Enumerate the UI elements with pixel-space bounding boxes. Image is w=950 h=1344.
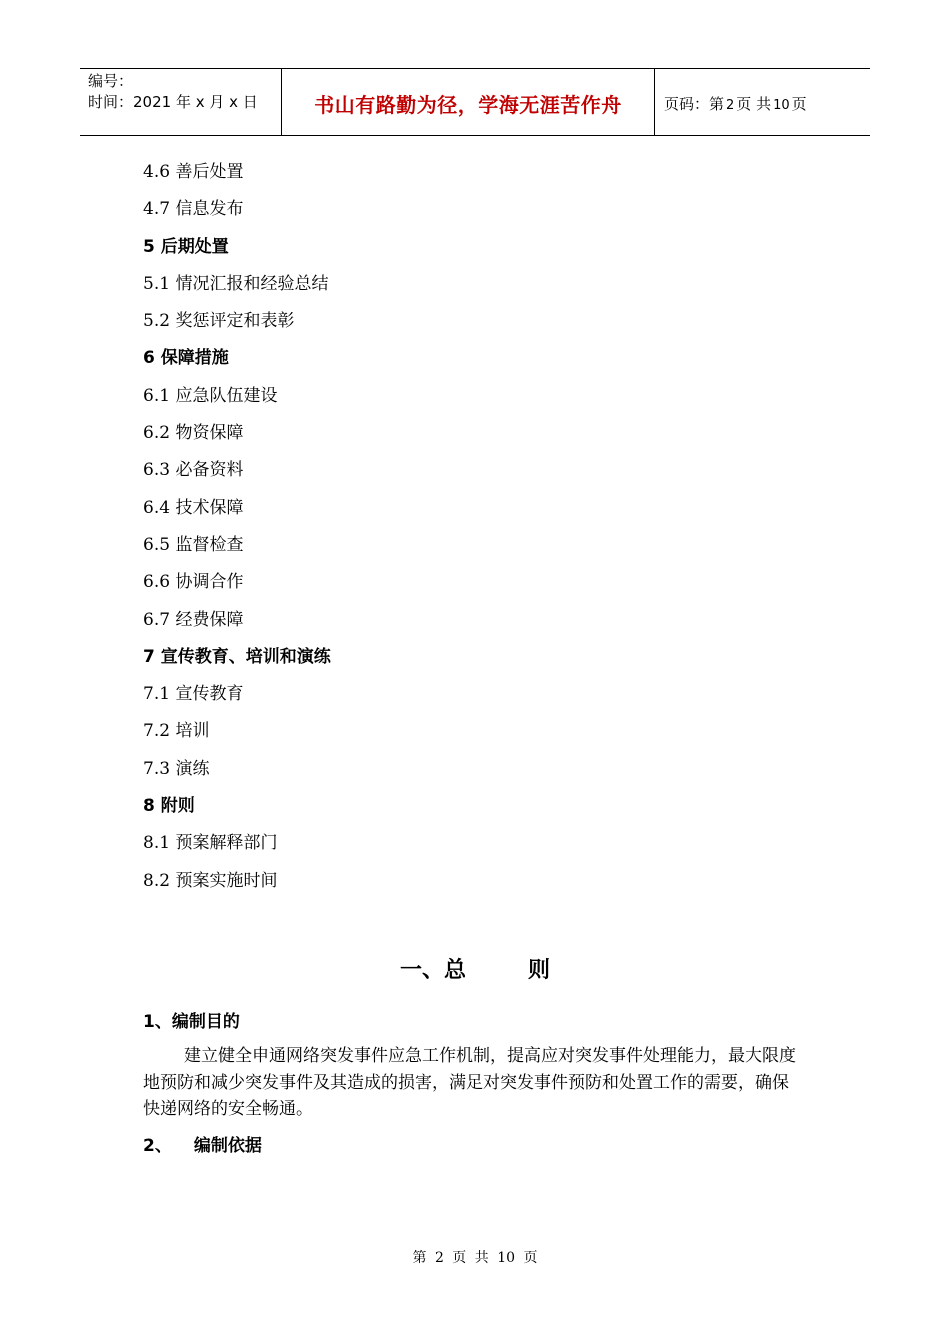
page-number: 2 — [726, 98, 735, 113]
toc-item: 7.1 宣传教育 — [143, 684, 244, 705]
toc-item: 6.2 物资保障 — [143, 423, 244, 444]
section-number: 2、 — [143, 1136, 172, 1156]
toc-chapter-item: 8 附则 — [143, 796, 195, 817]
toc-item: 8.1 预案解释部门 — [143, 833, 278, 854]
toc-chapter-item: 7 宣传教育、培训和演练 — [143, 646, 331, 667]
document-number-label: 编号： — [88, 72, 134, 90]
section-title: 编制依据 — [193, 1136, 262, 1156]
page-mid: 页 共 — [736, 95, 772, 113]
toc-item: 6.1 应急队伍建设 — [143, 385, 278, 406]
chapter-title-part2: 则 — [528, 958, 551, 983]
toc-chapter-item: 6 保障措施 — [143, 348, 229, 369]
toc-item: 7.3 演练 — [143, 758, 210, 779]
section-heading-basis — [143, 1131, 262, 1156]
page-prefix: 页码：第 — [664, 95, 725, 113]
page-suffix: 页 — [791, 95, 807, 113]
section-heading-purpose: 1、编制目的 — [143, 1012, 240, 1032]
toc-item: 6.7 经费保障 — [143, 609, 244, 630]
page-total: 10 — [773, 98, 790, 113]
toc-item: 6.4 技术保障 — [143, 497, 244, 518]
toc-item: 4.6 善后处置 — [143, 162, 244, 182]
section-paragraph-purpose: 建立健全申通网络突发事件应急工作机制，提高应对突发事件处理能力，最大限度地预防和减少突发事件及其造成的损害，满足对突发事件预防和处置工作的需要，确保快递网络的安全畅通。 — [143, 1046, 796, 1119]
header-top-rule — [80, 68, 870, 69]
toc-item: 7.2 培训 — [143, 721, 210, 742]
table-of-contents — [143, 158, 331, 904]
header-page-info — [664, 93, 807, 114]
header-motto: 书山有路勤为径，学海无涯苦作舟 — [314, 93, 622, 117]
chapter-title-part1: 一、总 — [399, 958, 466, 983]
toc-item: 6.5 监督检查 — [143, 534, 244, 555]
document-date: 时间：2021 年 x 月 x 日 — [88, 93, 258, 111]
toc-item: 4.7 信息发布 — [143, 199, 244, 220]
chapter-title — [0, 953, 950, 984]
page-footer: 第 2 页 共 10 页 — [412, 1250, 538, 1266]
toc-item: 8.2 预案实施时间 — [143, 870, 278, 891]
header-divider-right — [654, 68, 655, 135]
toc-item: 5.2 奖惩评定和表彰 — [143, 311, 295, 332]
toc-item: 6.3 必备资料 — [143, 460, 244, 481]
header-bottom-rule — [80, 135, 870, 136]
toc-item: 5.1 情况汇报和经验总结 — [143, 273, 329, 294]
toc-chapter-item: 5 后期处置 — [143, 236, 229, 257]
toc-item: 6.6 协调合作 — [143, 572, 244, 593]
header-meta — [88, 71, 258, 113]
